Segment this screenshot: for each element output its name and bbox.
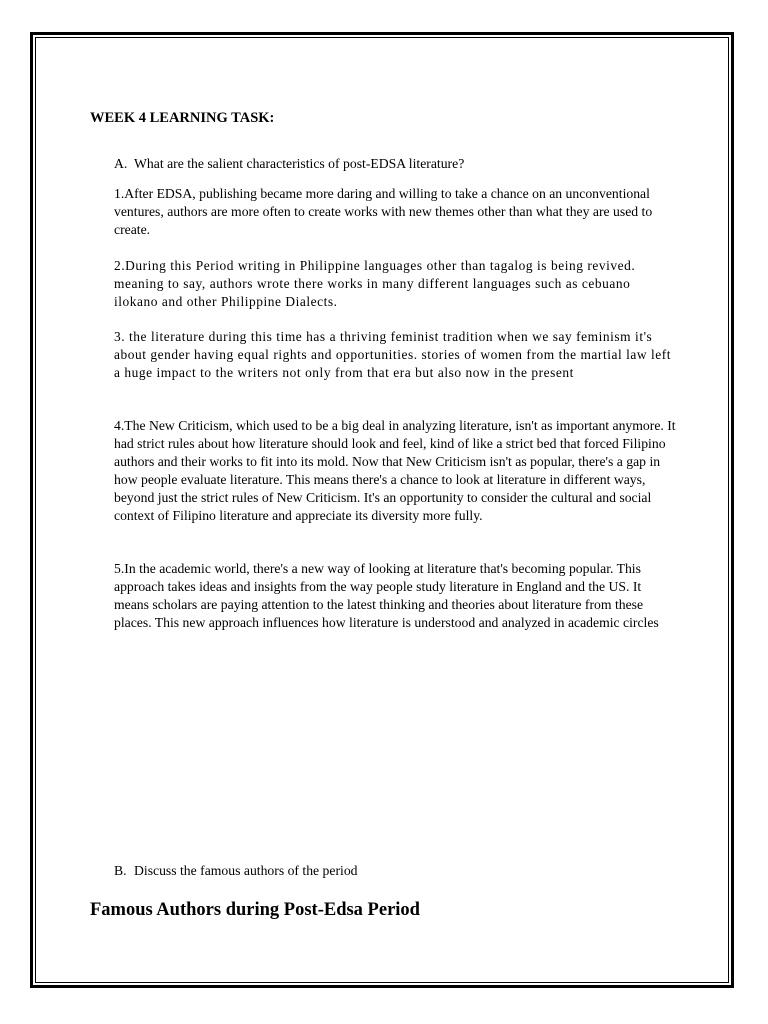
- section-subtitle: Famous Authors during Post-Edsa Period: [90, 900, 420, 920]
- answer-paragraph-2: 2.During this Period writing in Philippine languages other than tagalog is being revived. meaning to say, authors wrote there works in many different languages such as cebuano ilokano and other Philippine Dialects.: [114, 258, 636, 309]
- answer-paragraph-4: 4.The New Criticism, which used to be a big deal in analyzing literature, isn't as important anymore. It had strict rules about how literature should look and feel, kind of like a strict bed that forced Filipino authors and their works to fit into its mold. Now that New Criticism isn't as popular, there's a gap in how people evaluate literature. This means there's a chance to look at literature in different ways, beyond just the strict rules of New Criticism. It's an opportunity to consider the cultural and social context of Filipino literature and appreciate its diversity more fully.: [114, 418, 676, 523]
- question-a-marker: A.: [114, 156, 128, 171]
- question-b-marker: B.: [114, 863, 127, 878]
- question-a: [114, 156, 464, 172]
- answer-paragraph-1: 1.After EDSA, publishing became more daring and willing to take a chance on an unconventional ventures, authors are more often to create works with new themes other than what they are used to create.: [114, 186, 653, 237]
- question-b: [114, 863, 358, 879]
- answer-paragraph-3: 3. the literature during this time has a thriving feminist tradition when we say feminism it's about gender having equal rights and opportunities. stories of women from the martial law left a huge impact to the writers not only from that era but also now in the present: [114, 329, 672, 380]
- question-a-text: What are the salient characteristics of post-EDSA literature?: [134, 156, 465, 171]
- answer-paragraph-5: 5.In the academic world, there's a new way of looking at literature that's becoming popular. This approach takes ideas and insights from the way people study literature in England and the US. It means scholars are paying attention to the latest thinking and theories about literature from these places. This new approach influences how literature is understood and analyzed in academic circles: [114, 561, 659, 630]
- question-b-text: Discuss the famous authors of the period: [134, 863, 358, 878]
- task-heading: WEEK 4 LEARNING TASK:: [90, 110, 275, 126]
